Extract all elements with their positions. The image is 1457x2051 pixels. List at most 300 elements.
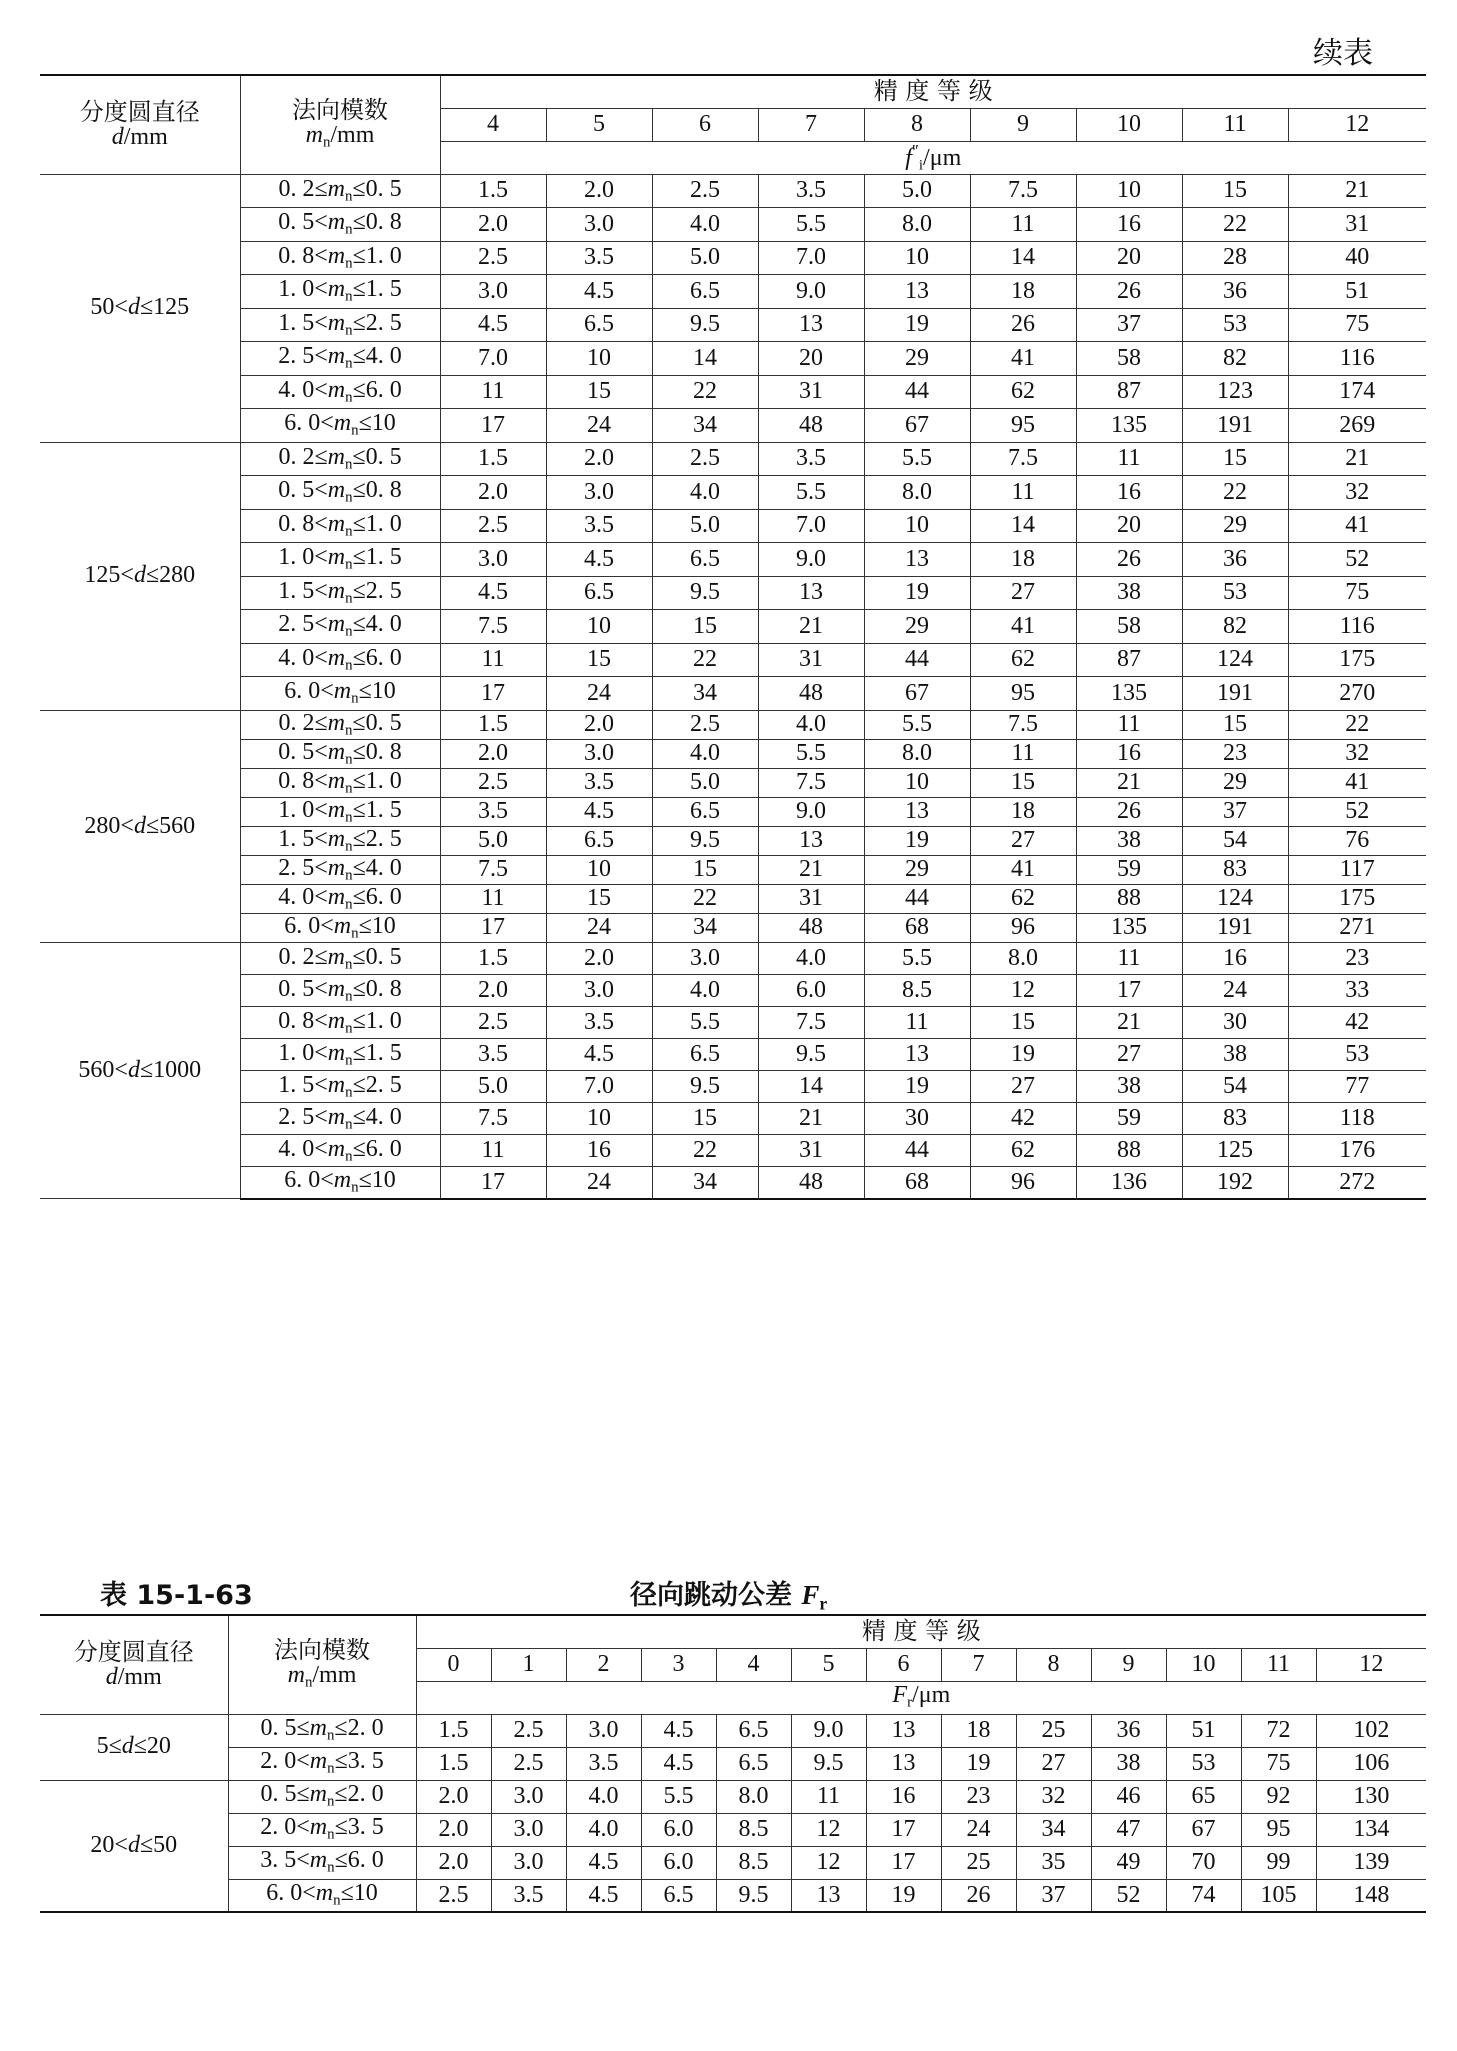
value-cell: 4.5 xyxy=(440,576,546,610)
diameter-range: 50<d≤125 xyxy=(90,294,190,321)
module-op: ≤ xyxy=(352,854,366,881)
value-cell: 14 xyxy=(652,342,758,376)
value-cell: 174 xyxy=(1288,375,1426,409)
value-cell: 10 xyxy=(1076,174,1182,208)
value-cell: 9.0 xyxy=(791,1714,866,1747)
module-sub: n xyxy=(345,255,353,272)
module-sub: n xyxy=(345,896,353,913)
value-cell: 10 xyxy=(864,768,970,797)
value-cell: 8.0 xyxy=(864,476,970,510)
value-cell: 35 xyxy=(1016,1846,1091,1879)
value-cell: 7.5 xyxy=(440,610,546,644)
value-cell: 6.5 xyxy=(652,1039,758,1071)
value-cell: 34 xyxy=(1016,1813,1091,1846)
value-cell: 191 xyxy=(1182,677,1288,711)
value-cell: 68 xyxy=(864,1167,970,1199)
module-lo: 0. 5 xyxy=(278,477,315,504)
value-cell: 27 xyxy=(1016,1747,1091,1780)
module-range-cell xyxy=(240,855,440,884)
value-cell: 3.5 xyxy=(491,1879,566,1912)
value-cell: 58 xyxy=(1076,610,1182,644)
value-cell: 27 xyxy=(970,1071,1076,1103)
value-cell: 6.5 xyxy=(652,797,758,826)
value-cell: 13 xyxy=(864,797,970,826)
module-lo: 1. 5 xyxy=(278,1071,315,1098)
value-cell: 2.0 xyxy=(546,943,652,975)
table-row xyxy=(40,826,1426,855)
value-cell: 19 xyxy=(864,576,970,610)
module-op: ≤ xyxy=(334,1715,348,1742)
value-cell: 16 xyxy=(866,1780,941,1813)
module-sub: n xyxy=(345,623,353,640)
module-range-cell xyxy=(240,943,440,975)
value-cell: 4.0 xyxy=(566,1813,641,1846)
module-op: ≤ xyxy=(352,1103,366,1130)
value-cell: 21 xyxy=(1076,768,1182,797)
module-symbol: m xyxy=(309,1781,327,1808)
module-sub: n xyxy=(345,489,353,506)
value-cell: 38 xyxy=(1182,1039,1288,1071)
value-cell: 14 xyxy=(970,509,1076,543)
diameter-range: 280<d≤560 xyxy=(84,812,196,839)
module-range-cell xyxy=(240,884,440,913)
value-cell: 36 xyxy=(1182,275,1288,309)
module-lo: 2. 5 xyxy=(278,611,315,638)
value-cell: 76 xyxy=(1288,826,1426,855)
value-cell: 3.5 xyxy=(546,509,652,543)
module-op: < xyxy=(302,1880,316,1907)
value-cell: 9.0 xyxy=(758,275,864,309)
value-cell: 15 xyxy=(652,855,758,884)
table-row xyxy=(40,308,1426,342)
value-cell: 6.5 xyxy=(652,275,758,309)
value-cell: 59 xyxy=(1076,1103,1182,1135)
module-symbol: m xyxy=(333,913,352,939)
value-cell: 10 xyxy=(546,855,652,884)
table-row xyxy=(40,768,1426,797)
value-cell: 271 xyxy=(1288,914,1426,943)
module-hi: 1. 0 xyxy=(365,767,402,794)
module-sub: n xyxy=(345,1019,353,1036)
value-cell: 3.0 xyxy=(440,275,546,309)
module-op: ≤ xyxy=(352,477,366,504)
table-row xyxy=(40,1071,1426,1103)
grade-header: 0 xyxy=(416,1648,491,1681)
value-cell: 9.5 xyxy=(652,576,758,610)
table-row xyxy=(40,509,1426,543)
module-lo: 0. 5 xyxy=(278,738,315,765)
value-cell: 21 xyxy=(758,1103,864,1135)
module-symbol: m xyxy=(327,376,346,403)
value-cell: 26 xyxy=(1076,275,1182,309)
module-hi: 2. 5 xyxy=(365,577,402,604)
module-op: < xyxy=(314,343,328,370)
module-sub: n xyxy=(345,1083,353,1100)
value-cell: 1.5 xyxy=(440,442,546,476)
value-cell: 10 xyxy=(546,610,652,644)
table-row xyxy=(40,342,1426,376)
value-cell: 3.0 xyxy=(546,739,652,768)
value-cell: 74 xyxy=(1166,1879,1241,1912)
value-cell: 18 xyxy=(970,543,1076,577)
value-cell: 10 xyxy=(546,1103,652,1135)
value-cell: 3.5 xyxy=(566,1747,641,1780)
module-sub: n xyxy=(345,867,353,884)
value-cell: 41 xyxy=(1288,509,1426,543)
value-cell: 4.5 xyxy=(641,1747,716,1780)
table-row xyxy=(40,1039,1426,1071)
value-cell: 1.5 xyxy=(416,1747,491,1780)
value-cell: 1.5 xyxy=(440,710,546,739)
value-cell: 5.0 xyxy=(652,241,758,275)
value-cell: 3.0 xyxy=(546,975,652,1007)
table-title-symbol: F xyxy=(801,1580,820,1610)
module-sub: n xyxy=(345,809,353,826)
value-cell: 16 xyxy=(1076,208,1182,242)
value-cell: 31 xyxy=(758,1135,864,1167)
value-cell: 13 xyxy=(864,275,970,309)
table-row xyxy=(40,375,1426,409)
module-op: < xyxy=(296,1748,310,1775)
module-hi: 0. 5 xyxy=(365,943,402,970)
module-op: ≤ xyxy=(352,1135,366,1162)
value-cell: 51 xyxy=(1166,1714,1241,1747)
value-cell: 8.0 xyxy=(864,739,970,768)
value-cell: 17 xyxy=(440,409,546,443)
value-cell: 36 xyxy=(1091,1714,1166,1747)
module-hi: 2. 0 xyxy=(347,1715,384,1742)
module-hi: 6. 0 xyxy=(365,644,402,671)
value-cell: 2.5 xyxy=(491,1747,566,1780)
module-range-cell xyxy=(240,643,440,677)
page-header: 续表 xyxy=(1313,36,1373,71)
value-cell: 38 xyxy=(1076,576,1182,610)
value-cell: 2.5 xyxy=(652,710,758,739)
module-range-cell xyxy=(228,1747,416,1780)
module-hi: 1. 5 xyxy=(365,796,402,823)
value-cell: 4.5 xyxy=(546,1039,652,1071)
diameter-range-cell xyxy=(40,442,240,710)
table-row xyxy=(40,174,1426,208)
value-cell: 7.0 xyxy=(758,241,864,275)
module-op: ≤ xyxy=(296,1715,310,1742)
value-cell: 75 xyxy=(1241,1747,1316,1780)
value-cell: 87 xyxy=(1076,375,1182,409)
value-cell: 24 xyxy=(546,914,652,943)
value-cell: 3.5 xyxy=(546,768,652,797)
module-range-cell xyxy=(240,275,440,309)
module-range-cell xyxy=(240,576,440,610)
unit-symbol: F xyxy=(892,1682,908,1709)
value-cell: 99 xyxy=(1241,1846,1316,1879)
value-cell: 42 xyxy=(1288,1007,1426,1039)
module-symbol: m xyxy=(327,175,345,202)
value-cell: 7.5 xyxy=(758,1007,864,1039)
value-cell: 48 xyxy=(758,1167,864,1199)
module-symbol: m xyxy=(327,644,346,671)
value-cell: 5.5 xyxy=(758,739,864,768)
value-cell: 47 xyxy=(1091,1813,1166,1846)
value-cell: 24 xyxy=(546,677,652,711)
module-op: ≤ xyxy=(352,1039,366,1066)
module-lo: 2. 0 xyxy=(260,1814,297,1841)
value-cell: 2.0 xyxy=(416,1780,491,1813)
value-cell: 8.5 xyxy=(864,975,970,1007)
value-cell: 42 xyxy=(970,1103,1076,1135)
value-cell: 38 xyxy=(1076,1071,1182,1103)
grade-header: 1 xyxy=(491,1648,566,1681)
value-cell: 3.0 xyxy=(491,1780,566,1813)
header-diameter xyxy=(40,75,240,174)
module-symbol: m xyxy=(327,883,346,910)
value-cell: 139 xyxy=(1316,1846,1426,1879)
value-cell: 116 xyxy=(1288,610,1426,644)
value-cell: 2.0 xyxy=(440,975,546,1007)
value-cell: 105 xyxy=(1241,1879,1316,1912)
value-cell: 3.5 xyxy=(440,1039,546,1071)
module-op: < xyxy=(320,678,334,705)
value-cell: 22 xyxy=(652,643,758,677)
module-hi: 1. 0 xyxy=(365,1007,402,1034)
module-lo: 2. 0 xyxy=(260,1748,297,1775)
module-lo: 0. 8 xyxy=(278,510,315,537)
value-cell: 95 xyxy=(970,677,1076,711)
value-cell: 130 xyxy=(1316,1780,1426,1813)
grade-header: 2 xyxy=(566,1648,641,1681)
value-cell: 92 xyxy=(1241,1780,1316,1813)
value-cell: 136 xyxy=(1076,1167,1182,1199)
value-cell: 13 xyxy=(864,1039,970,1071)
value-cell: 2.0 xyxy=(546,442,652,476)
table-row xyxy=(40,1846,1426,1879)
value-cell: 6.5 xyxy=(546,308,652,342)
module-op: ≤ xyxy=(352,544,366,571)
module-lo: 6. 0 xyxy=(284,410,321,437)
module-sub: n xyxy=(344,188,353,205)
module-symbol: m xyxy=(327,276,346,303)
module-symbol: m xyxy=(327,510,346,537)
value-cell: 7.5 xyxy=(970,710,1076,739)
value-cell: 23 xyxy=(1182,739,1288,768)
module-op: < xyxy=(314,209,328,236)
module-range-cell xyxy=(240,543,440,577)
module-op: ≤ xyxy=(352,738,366,765)
value-cell: 59 xyxy=(1076,855,1182,884)
value-cell: 11 xyxy=(864,1007,970,1039)
value-cell: 9.5 xyxy=(758,1039,864,1071)
module-symbol: m xyxy=(309,1748,328,1775)
value-cell: 125 xyxy=(1182,1135,1288,1167)
module-range-cell xyxy=(240,1007,440,1039)
value-cell: 7.0 xyxy=(758,509,864,543)
module-lo: 1. 0 xyxy=(278,1039,315,1066)
value-cell: 46 xyxy=(1091,1780,1166,1813)
module-sub: n xyxy=(345,987,353,1004)
grade-header: 9 xyxy=(970,108,1076,141)
module-range-cell xyxy=(240,739,440,768)
grade-header: 7 xyxy=(758,108,864,141)
module-op: ≤ xyxy=(314,175,328,202)
value-cell: 2.0 xyxy=(440,208,546,242)
module-sub: n xyxy=(345,780,353,797)
module-sub: n xyxy=(345,556,353,573)
value-cell: 123 xyxy=(1182,375,1288,409)
value-cell: 134 xyxy=(1316,1813,1426,1846)
module-symbol: m xyxy=(327,477,346,504)
value-cell: 4.5 xyxy=(440,308,546,342)
module-hi: 0. 5 xyxy=(365,443,402,470)
table-row xyxy=(40,739,1426,768)
value-cell: 30 xyxy=(864,1103,970,1135)
diameter-range: 560<d≤1000 xyxy=(78,1056,202,1083)
unit-sub: i xyxy=(918,156,924,173)
module-symbol: m xyxy=(327,796,346,823)
value-cell: 38 xyxy=(1091,1747,1166,1780)
value-cell: 13 xyxy=(758,826,864,855)
table-number: 表 15-1-63 xyxy=(100,1580,253,1611)
diameter-range: 5≤d≤20 xyxy=(96,1733,171,1760)
value-cell: 2.0 xyxy=(440,476,546,510)
table-row xyxy=(40,914,1426,943)
value-cell: 54 xyxy=(1182,1071,1288,1103)
module-op: ≤ xyxy=(352,276,366,303)
module-op: < xyxy=(314,544,328,571)
module-sub: n xyxy=(345,751,353,768)
value-cell: 2.5 xyxy=(440,509,546,543)
value-cell: 30 xyxy=(1182,1007,1288,1039)
value-cell: 269 xyxy=(1288,409,1426,443)
module-symbol: m xyxy=(333,678,352,705)
value-cell: 22 xyxy=(652,1135,758,1167)
value-cell: 10 xyxy=(864,509,970,543)
table-row xyxy=(40,643,1426,677)
table-row xyxy=(40,409,1426,443)
value-cell: 4.5 xyxy=(546,275,652,309)
diameter-range-cell xyxy=(40,710,240,943)
diameter-range: 20<d≤50 xyxy=(90,1832,178,1859)
module-sub: n xyxy=(344,722,353,739)
value-cell: 17 xyxy=(440,1167,546,1199)
value-cell: 4.0 xyxy=(652,476,758,510)
value-cell: 27 xyxy=(1076,1039,1182,1071)
value-cell: 192 xyxy=(1182,1167,1288,1199)
module-sub: n xyxy=(345,1115,353,1132)
value-cell: 2.0 xyxy=(440,739,546,768)
value-cell: 12 xyxy=(791,1846,866,1879)
value-cell: 6.5 xyxy=(652,543,758,577)
module-op: ≤ xyxy=(340,1880,354,1907)
value-cell: 4.5 xyxy=(566,1879,641,1912)
module-hi: 3. 5 xyxy=(347,1814,384,1841)
module-symbol: m xyxy=(327,854,346,881)
module-range-cell xyxy=(228,1813,416,1846)
value-cell: 22 xyxy=(652,375,758,409)
value-cell: 9.5 xyxy=(652,826,758,855)
value-cell: 67 xyxy=(864,677,970,711)
value-cell: 18 xyxy=(970,275,1076,309)
value-cell: 11 xyxy=(440,643,546,677)
value-cell: 20 xyxy=(1076,241,1182,275)
value-cell: 15 xyxy=(1182,442,1288,476)
module-range-cell xyxy=(240,1167,440,1199)
module-op: ≤ xyxy=(352,883,366,910)
value-cell: 24 xyxy=(546,409,652,443)
value-cell: 87 xyxy=(1076,643,1182,677)
module-op: ≤ xyxy=(334,1781,348,1808)
module-symbol: m xyxy=(327,1135,346,1162)
module-lo: 1. 5 xyxy=(278,309,315,336)
module-op: ≤ xyxy=(352,767,366,794)
grade-header: 4 xyxy=(440,108,546,141)
table-row xyxy=(40,1780,1426,1813)
module-lo: 4. 0 xyxy=(278,376,315,403)
value-cell: 31 xyxy=(758,643,864,677)
diameter-range-cell xyxy=(40,1780,228,1912)
header-diameter-label: 分度圆直径 xyxy=(79,97,200,126)
header-module xyxy=(228,1615,416,1714)
value-cell: 3.0 xyxy=(566,1714,641,1747)
module-op: ≤ xyxy=(352,796,366,823)
value-cell: 22 xyxy=(1288,710,1426,739)
table-title-symbol-sub: r xyxy=(819,1593,828,1614)
module-symbol: m xyxy=(315,1880,334,1907)
diameter-range: 125<d≤280 xyxy=(84,562,196,589)
value-cell: 53 xyxy=(1166,1747,1241,1780)
value-cell: 17 xyxy=(1076,975,1182,1007)
value-cell: 11 xyxy=(1076,710,1182,739)
module-symbol: m xyxy=(327,443,345,470)
value-cell: 9.5 xyxy=(652,308,758,342)
module-symbol: m xyxy=(327,209,346,236)
module-op: < xyxy=(314,577,328,604)
value-cell: 191 xyxy=(1182,914,1288,943)
module-range-cell xyxy=(240,442,440,476)
module-lo: 6. 0 xyxy=(284,678,321,705)
module-lo: 0. 5 xyxy=(260,1781,297,1808)
module-range-cell xyxy=(240,342,440,376)
value-cell: 5.5 xyxy=(864,943,970,975)
module-op: < xyxy=(314,309,328,336)
module-op: ≤ xyxy=(314,709,328,736)
module-lo: 0. 2 xyxy=(278,175,315,202)
value-cell: 53 xyxy=(1182,576,1288,610)
value-cell: 4.5 xyxy=(641,1714,716,1747)
table-row xyxy=(40,943,1426,975)
diameter-range-cell xyxy=(40,1714,228,1780)
module-op: < xyxy=(314,1135,328,1162)
value-cell: 25 xyxy=(1016,1714,1091,1747)
module-op: ≤ xyxy=(352,825,366,852)
module-unit: /mm xyxy=(312,1662,357,1689)
grade-header: 12 xyxy=(1288,108,1426,141)
module-sub: n xyxy=(351,1179,359,1196)
grade-header: 10 xyxy=(1166,1648,1241,1681)
module-op: < xyxy=(296,1814,310,1841)
value-cell: 82 xyxy=(1182,342,1288,376)
value-cell: 3.5 xyxy=(758,442,864,476)
module-op: ≤ xyxy=(352,1071,366,1098)
value-cell: 25 xyxy=(941,1846,1016,1879)
module-hi: 4. 0 xyxy=(365,1103,402,1130)
module-range-cell xyxy=(228,1846,416,1879)
value-cell: 15 xyxy=(652,1103,758,1135)
module-op: < xyxy=(296,1847,310,1874)
value-cell: 176 xyxy=(1288,1135,1426,1167)
value-cell: 13 xyxy=(866,1747,941,1780)
module-sub: n xyxy=(345,657,353,674)
module-symbol: m xyxy=(309,1814,328,1841)
module-symbol: m xyxy=(309,1715,327,1742)
